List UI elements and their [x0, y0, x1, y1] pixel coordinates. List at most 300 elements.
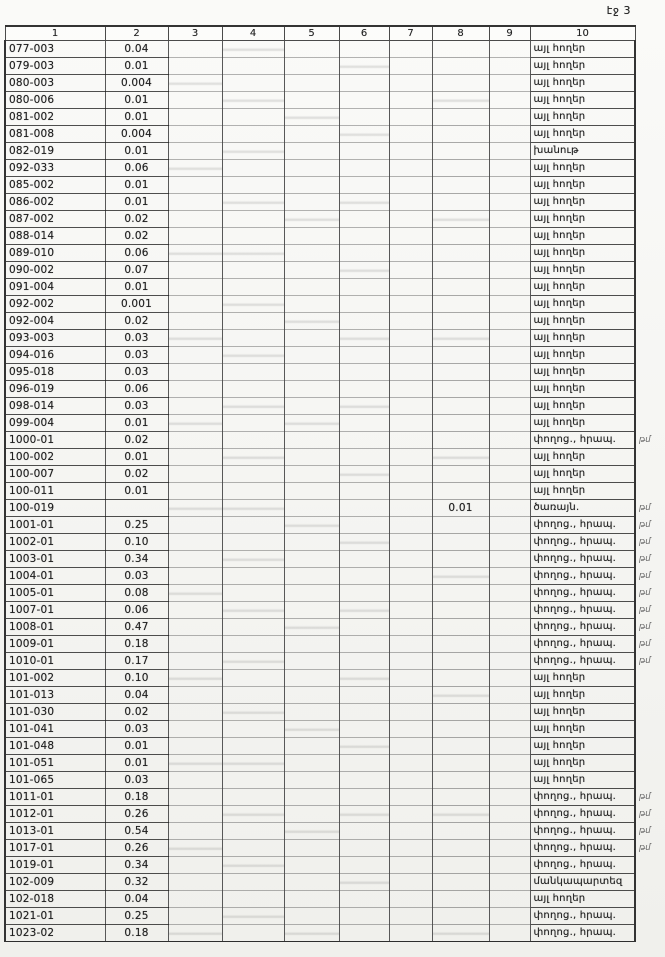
empty-cell — [389, 789, 432, 806]
column8-value-cell — [432, 857, 489, 874]
empty-cell — [168, 534, 222, 551]
empty-cell — [222, 347, 284, 364]
empty-cell — [168, 75, 222, 92]
column8-value-cell — [432, 228, 489, 245]
area-value-cell: 0.02 — [105, 704, 168, 721]
margin-annotation — [635, 687, 661, 704]
table-row — [5, 313, 661, 330]
empty-cell — [389, 41, 432, 58]
land-use-cell: այլ հողեր — [530, 364, 635, 381]
empty-cell — [489, 500, 530, 517]
column8-value-cell — [432, 177, 489, 194]
table-row — [5, 415, 661, 432]
empty-cell — [339, 738, 389, 755]
empty-cell — [339, 449, 389, 466]
empty-cell — [284, 160, 339, 177]
column8-value-cell — [432, 772, 489, 789]
parcel-code-cell: 1011-01 — [5, 789, 105, 806]
empty-cell — [339, 755, 389, 772]
empty-cell — [489, 143, 530, 160]
parcel-code-cell: 1009-01 — [5, 636, 105, 653]
empty-cell — [168, 874, 222, 891]
empty-cell — [168, 109, 222, 126]
empty-cell — [284, 296, 339, 313]
empty-cell — [489, 517, 530, 534]
parcel-code-cell: 1007-01 — [5, 602, 105, 619]
column8-value-cell — [432, 381, 489, 398]
empty-cell — [389, 670, 432, 687]
column8-value-cell — [432, 755, 489, 772]
empty-cell — [222, 381, 284, 398]
parcel-code-cell: 101-051 — [5, 755, 105, 772]
empty-cell — [389, 738, 432, 755]
land-use-cell: փողոց., հրապ. — [530, 653, 635, 670]
empty-cell — [168, 500, 222, 517]
empty-cell — [168, 670, 222, 687]
empty-cell — [168, 653, 222, 670]
empty-cell — [489, 449, 530, 466]
empty-cell — [489, 398, 530, 415]
empty-cell — [284, 687, 339, 704]
empty-cell — [489, 245, 530, 262]
empty-cell — [222, 398, 284, 415]
land-use-cell: փողոց., հրապ. — [530, 925, 635, 942]
land-use-cell: այլ հողեր — [530, 92, 635, 109]
land-use-cell: փողոց., հրապ. — [530, 840, 635, 857]
empty-cell — [339, 330, 389, 347]
empty-cell — [222, 279, 284, 296]
empty-cell — [168, 432, 222, 449]
empty-cell — [389, 551, 432, 568]
area-value-cell: 0.01 — [105, 143, 168, 160]
empty-cell — [339, 704, 389, 721]
table-row — [5, 806, 661, 823]
table-header-row — [5, 26, 661, 41]
empty-cell — [389, 58, 432, 75]
empty-cell — [284, 517, 339, 534]
empty-cell — [222, 551, 284, 568]
land-use-cell: այլ հողեր — [530, 891, 635, 908]
parcel-code-cell: 100-011 — [5, 483, 105, 500]
area-value-cell: 0.01 — [105, 109, 168, 126]
empty-cell — [489, 415, 530, 432]
column8-value-cell — [432, 534, 489, 551]
empty-cell — [339, 228, 389, 245]
margin-annotation: թմ — [639, 843, 651, 853]
area-value-cell: 0.26 — [105, 840, 168, 857]
empty-cell — [284, 721, 339, 738]
empty-cell — [168, 58, 222, 75]
column8-value-cell — [432, 908, 489, 925]
table-row — [5, 517, 661, 534]
column8-value-cell — [432, 449, 489, 466]
empty-cell — [339, 483, 389, 500]
empty-cell — [168, 262, 222, 279]
empty-cell — [284, 143, 339, 160]
empty-cell — [284, 908, 339, 925]
parcel-code-cell: 101-041 — [5, 721, 105, 738]
column8-value-cell — [432, 891, 489, 908]
column8-value-cell — [432, 143, 489, 160]
land-use-cell: այլ հողեր — [530, 330, 635, 347]
empty-cell — [339, 262, 389, 279]
empty-cell — [284, 211, 339, 228]
empty-cell — [339, 126, 389, 143]
empty-cell — [339, 415, 389, 432]
parcel-code-cell: 079-003 — [5, 58, 105, 75]
column8-value-cell — [432, 721, 489, 738]
empty-cell — [489, 58, 530, 75]
empty-cell — [489, 636, 530, 653]
empty-cell — [222, 109, 284, 126]
land-use-cell: այլ հողեր — [530, 296, 635, 313]
parcel-code-cell: 087-002 — [5, 211, 105, 228]
table-row — [5, 755, 661, 772]
empty-cell — [389, 704, 432, 721]
column8-value-cell — [432, 789, 489, 806]
table-row — [5, 364, 661, 381]
parcel-code-cell: 091-004 — [5, 279, 105, 296]
parcel-code-cell: 082-019 — [5, 143, 105, 160]
empty-cell — [168, 211, 222, 228]
empty-cell — [168, 721, 222, 738]
empty-cell — [284, 177, 339, 194]
empty-cell — [222, 415, 284, 432]
empty-cell — [168, 738, 222, 755]
empty-cell — [489, 347, 530, 364]
table-row — [5, 585, 661, 602]
column-header-5: 5 — [284, 26, 339, 41]
empty-cell — [489, 806, 530, 823]
table-row — [5, 58, 661, 75]
empty-cell — [284, 534, 339, 551]
table-row — [5, 891, 661, 908]
empty-cell — [168, 126, 222, 143]
land-use-cell: այլ հողեր — [530, 313, 635, 330]
parcel-code-cell: 090-002 — [5, 262, 105, 279]
empty-cell — [389, 585, 432, 602]
empty-cell — [339, 109, 389, 126]
column8-value-cell — [432, 58, 489, 75]
empty-cell — [222, 500, 284, 517]
empty-cell — [168, 619, 222, 636]
empty-cell — [222, 262, 284, 279]
margin-annotation — [635, 891, 661, 908]
empty-cell — [222, 228, 284, 245]
area-value-cell: 0.01 — [105, 58, 168, 75]
column8-value-cell — [432, 109, 489, 126]
empty-cell — [168, 466, 222, 483]
margin-annotation — [635, 908, 661, 925]
empty-cell — [284, 126, 339, 143]
table-row — [5, 381, 661, 398]
table-row — [5, 143, 661, 160]
empty-cell — [168, 194, 222, 211]
empty-cell — [489, 364, 530, 381]
empty-cell — [222, 245, 284, 262]
empty-cell — [489, 160, 530, 177]
land-use-cell: փողոց., հրապ. — [530, 585, 635, 602]
margin-annotation — [635, 296, 661, 313]
parcel-code-cell: 1008-01 — [5, 619, 105, 636]
parcel-code-cell: 095-018 — [5, 364, 105, 381]
empty-cell — [489, 551, 530, 568]
empty-cell — [284, 381, 339, 398]
empty-cell — [222, 925, 284, 942]
area-value-cell: 0.26 — [105, 806, 168, 823]
area-value-cell: 0.18 — [105, 636, 168, 653]
land-use-cell: այլ հողեր — [530, 483, 635, 500]
land-use-cell: այլ հողեր — [530, 75, 635, 92]
empty-cell — [284, 806, 339, 823]
empty-cell — [339, 75, 389, 92]
empty-cell — [339, 517, 389, 534]
parcel-code-cell: 092-033 — [5, 160, 105, 177]
empty-cell — [389, 602, 432, 619]
empty-cell — [389, 109, 432, 126]
table-row — [5, 330, 661, 347]
empty-cell — [168, 398, 222, 415]
empty-cell — [389, 194, 432, 211]
table-row — [5, 109, 661, 126]
margin-annotation: թմ — [639, 520, 651, 530]
parcel-code-cell: 096-019 — [5, 381, 105, 398]
parcel-code-cell: 1013-01 — [5, 823, 105, 840]
empty-cell — [284, 483, 339, 500]
empty-cell — [389, 415, 432, 432]
land-use-cell: այլ հողեր — [530, 687, 635, 704]
empty-cell — [389, 755, 432, 772]
empty-cell — [222, 364, 284, 381]
empty-cell — [222, 194, 284, 211]
empty-cell — [284, 602, 339, 619]
empty-cell — [389, 364, 432, 381]
empty-cell — [222, 126, 284, 143]
empty-cell — [284, 857, 339, 874]
land-use-cell: այլ հողեր — [530, 279, 635, 296]
empty-cell — [339, 347, 389, 364]
area-value-cell: 0.47 — [105, 619, 168, 636]
empty-cell — [339, 364, 389, 381]
empty-cell — [489, 789, 530, 806]
parcel-code-cell: 094-016 — [5, 347, 105, 364]
empty-cell — [222, 874, 284, 891]
empty-cell — [168, 568, 222, 585]
column8-value-cell: 0.01 — [432, 500, 489, 517]
empty-cell — [339, 568, 389, 585]
empty-cell — [222, 41, 284, 58]
empty-cell — [489, 755, 530, 772]
empty-cell — [222, 823, 284, 840]
empty-cell — [284, 245, 339, 262]
empty-cell — [284, 619, 339, 636]
empty-cell — [222, 143, 284, 160]
empty-cell — [389, 347, 432, 364]
column8-value-cell — [432, 279, 489, 296]
table-row — [5, 721, 661, 738]
empty-cell — [489, 738, 530, 755]
empty-cell — [168, 704, 222, 721]
area-value-cell: 0.01 — [105, 449, 168, 466]
empty-cell — [339, 551, 389, 568]
empty-cell — [489, 92, 530, 109]
empty-cell — [168, 891, 222, 908]
area-value-cell: 0.10 — [105, 534, 168, 551]
empty-cell — [284, 109, 339, 126]
empty-cell — [284, 330, 339, 347]
table-row — [5, 874, 661, 891]
area-value-cell: 0.004 — [105, 126, 168, 143]
empty-cell — [339, 908, 389, 925]
empty-cell — [489, 313, 530, 330]
empty-cell — [284, 925, 339, 942]
table-row — [5, 857, 661, 874]
empty-cell — [222, 585, 284, 602]
empty-cell — [339, 823, 389, 840]
empty-cell — [222, 602, 284, 619]
empty-cell — [489, 602, 530, 619]
empty-cell — [389, 296, 432, 313]
empty-cell — [284, 704, 339, 721]
empty-cell — [168, 806, 222, 823]
empty-cell — [168, 92, 222, 109]
empty-cell — [339, 789, 389, 806]
empty-cell — [222, 891, 284, 908]
empty-cell — [489, 483, 530, 500]
area-value-cell: 0.54 — [105, 823, 168, 840]
land-use-cell: փողոց., հրապ. — [530, 534, 635, 551]
empty-cell — [339, 602, 389, 619]
empty-cell — [284, 500, 339, 517]
empty-cell — [222, 840, 284, 857]
parcel-code-cell: 086-002 — [5, 194, 105, 211]
table-row — [5, 619, 661, 636]
column8-value-cell — [432, 330, 489, 347]
margin-annotation: թմ — [639, 639, 651, 649]
land-use-cell: փողոց., հրապ. — [530, 551, 635, 568]
table-row — [5, 160, 661, 177]
column-header-10: 10 — [530, 26, 635, 41]
empty-cell — [222, 670, 284, 687]
empty-cell — [389, 874, 432, 891]
parcel-code-cell: 089-010 — [5, 245, 105, 262]
empty-cell — [389, 466, 432, 483]
empty-cell — [284, 738, 339, 755]
column8-value-cell — [432, 347, 489, 364]
land-use-cell: փողոց., հրապ. — [530, 517, 635, 534]
empty-cell — [389, 806, 432, 823]
empty-cell — [339, 925, 389, 942]
column8-value-cell — [432, 466, 489, 483]
area-value-cell: 0.03 — [105, 721, 168, 738]
empty-cell — [389, 687, 432, 704]
column8-value-cell — [432, 602, 489, 619]
empty-cell — [389, 398, 432, 415]
empty-cell — [489, 772, 530, 789]
column-header-9: 9 — [489, 26, 530, 41]
margin-annotation — [635, 75, 661, 92]
table-row — [5, 211, 661, 228]
land-use-cell: այլ հողեր — [530, 381, 635, 398]
margin-annotation — [635, 670, 661, 687]
land-use-cell: այլ հողեր — [530, 398, 635, 415]
empty-cell — [339, 432, 389, 449]
land-use-cell: փողոց., հրապ. — [530, 568, 635, 585]
column8-value-cell — [432, 194, 489, 211]
margin-annotation — [635, 262, 661, 279]
area-value-cell: 0.01 — [105, 415, 168, 432]
land-use-cell: փողոց., հրապ. — [530, 789, 635, 806]
parcel-code-cell: 101-048 — [5, 738, 105, 755]
empty-cell — [284, 432, 339, 449]
margin-annotation — [635, 58, 661, 75]
empty-cell — [489, 687, 530, 704]
column8-value-cell — [432, 653, 489, 670]
column8-value-cell — [432, 840, 489, 857]
empty-cell — [284, 653, 339, 670]
empty-cell — [168, 279, 222, 296]
column8-value-cell — [432, 262, 489, 279]
empty-cell — [489, 721, 530, 738]
parcel-code-cell: 1002-01 — [5, 534, 105, 551]
empty-cell — [339, 500, 389, 517]
parcel-code-cell: 1003-01 — [5, 551, 105, 568]
area-value-cell: 0.02 — [105, 432, 168, 449]
margin-annotation — [635, 415, 661, 432]
parcel-code-cell: 1005-01 — [5, 585, 105, 602]
land-use-cell: այլ հողեր — [530, 58, 635, 75]
margin-annotation: թմ — [639, 656, 651, 666]
land-use-cell: փողոց., հրապ. — [530, 636, 635, 653]
empty-cell — [489, 109, 530, 126]
empty-cell — [284, 41, 339, 58]
empty-cell — [339, 687, 389, 704]
empty-cell — [168, 789, 222, 806]
area-value-cell: 0.02 — [105, 228, 168, 245]
area-value-cell: 0.25 — [105, 517, 168, 534]
parcel-code-cell: 080-003 — [5, 75, 105, 92]
empty-cell — [284, 551, 339, 568]
area-value-cell: 0.07 — [105, 262, 168, 279]
table-row — [5, 636, 661, 653]
area-value-cell: 0.01 — [105, 483, 168, 500]
table-row — [5, 41, 661, 58]
parcel-code-cell: 085-002 — [5, 177, 105, 194]
margin-annotation: թմ — [639, 792, 651, 802]
empty-cell — [489, 279, 530, 296]
parcel-code-cell: 088-014 — [5, 228, 105, 245]
parcel-code-cell: 102-018 — [5, 891, 105, 908]
column-header-4: 4 — [222, 26, 284, 41]
empty-cell — [168, 228, 222, 245]
margin-annotation — [635, 347, 661, 364]
area-value-cell: 0.02 — [105, 313, 168, 330]
land-use-cell: այլ հողեր — [530, 738, 635, 755]
empty-cell — [389, 840, 432, 857]
empty-cell — [168, 908, 222, 925]
empty-cell — [389, 245, 432, 262]
parcel-code-cell: 1001-01 — [5, 517, 105, 534]
empty-cell — [389, 177, 432, 194]
empty-cell — [339, 279, 389, 296]
empty-cell — [284, 840, 339, 857]
area-value-cell: 0.10 — [105, 670, 168, 687]
area-value-cell: 0.03 — [105, 398, 168, 415]
area-value-cell — [105, 500, 168, 517]
margin-annotation — [635, 313, 661, 330]
area-value-cell: 0.06 — [105, 245, 168, 262]
area-value-cell: 0.03 — [105, 364, 168, 381]
